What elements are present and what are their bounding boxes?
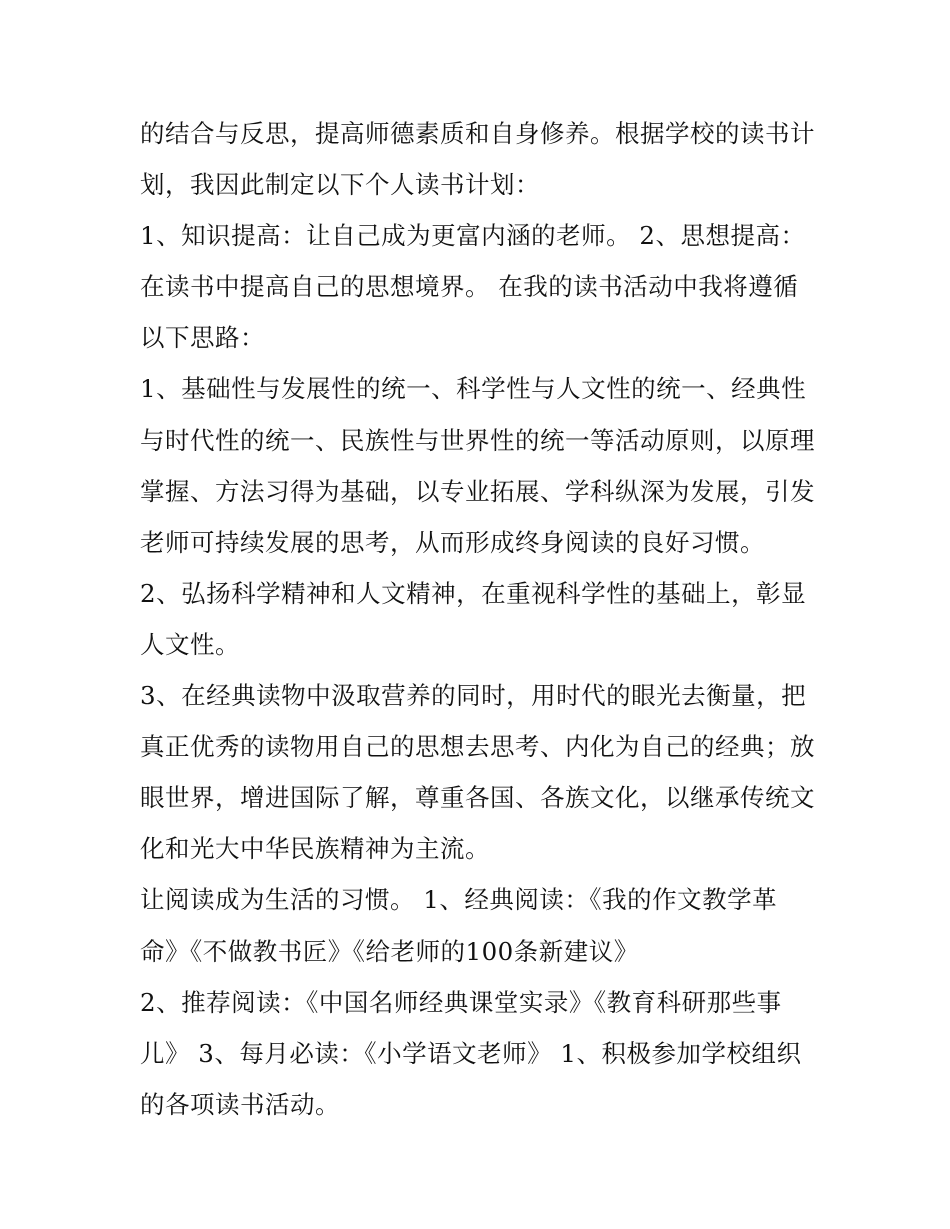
text-line: 的结合与反思，提高师德素质和自身修养。根据学校的读书计 (140, 119, 815, 148)
text-line: 化和光大中华民族精神为主流。 (140, 834, 490, 864)
text-line: 划，我因此制定以下个人读书计划： (140, 170, 540, 200)
text-line: 掌握、方法习得为基础，以专业拓展、学科纵深为发展，引发 (140, 476, 815, 506)
text-line: 的各项读书活动。 (140, 1089, 340, 1119)
body-text (140, 108, 820, 1130)
text-line: 真正优秀的读物用自己的思想去思考、内化为自己的经典；放 (140, 732, 815, 762)
text-line: 2、推荐阅读：《中国名师经典课堂实录》《教育科研那些事 (140, 987, 782, 1017)
text-line: 3、在经典读物中汲取营养的同时，用时代的眼光去衡量，把 (140, 681, 807, 711)
text-line: 以下思路： (140, 323, 265, 353)
text-line: 儿》 3、每月必读：《小学语文老师》 1、积极参加学校组织 (140, 1038, 802, 1068)
text-line: 老师可持续发展的思考，从而形成终身阅读的良好习惯。 (140, 527, 765, 557)
text-line: 眼世界，增进国际了解，尊重各国、各族文化，以继承传统文 (140, 783, 815, 813)
text-line: 让阅读成为生活的习惯。 1、经典阅读：《我的作文教学革 (140, 885, 778, 915)
text-line: 人文性。 (140, 629, 240, 659)
text-line: 1、基础性与发展性的统一、科学性与人文性的统一、经典性 (140, 374, 807, 404)
text-line: 命》《不做教书匠》《给老师的100条新建议》 (140, 936, 639, 966)
text-line: 与时代性的统一、民族性与世界性的统一等活动原则，以原理 (140, 425, 815, 455)
text-line: 2、弘扬科学精神和人文精神，在重视科学性的基础上，彰显 (140, 578, 807, 608)
text-line: 在读书中提高自己的思想境界。 在我的读书活动中我将遵循 (140, 272, 799, 302)
text-line: 1、知识提高：让自己成为更富内涵的老师。 2、思想提高： (140, 221, 806, 251)
